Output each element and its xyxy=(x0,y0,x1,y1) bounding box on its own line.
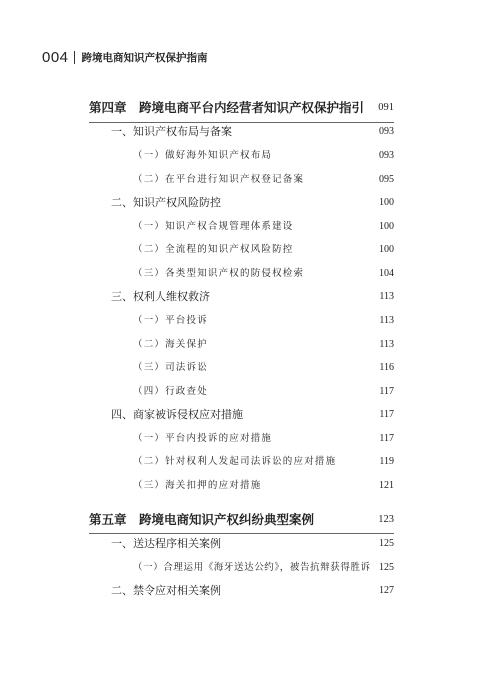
toc-entry-subsection[interactable] xyxy=(0,477,484,495)
toc-entry-page: 117 xyxy=(379,386,394,397)
toc-entry-title: （一）做好海外知识产权布局 xyxy=(133,150,273,161)
toc-entry-subsection[interactable] xyxy=(0,265,484,283)
toc-entry-title: 第四章 跨境电商平台内经营者知识产权保护指引 xyxy=(89,100,365,115)
toc-entry-page: 113 xyxy=(379,339,394,350)
toc-entry-page: 116 xyxy=(379,362,394,373)
toc-entry-title: 二、禁令应对相关案例 xyxy=(111,584,221,597)
toc-entry-page: 125 xyxy=(379,538,394,549)
toc-entry-chapter[interactable] xyxy=(0,99,484,117)
toc-entry-page: 100 xyxy=(379,197,394,208)
toc-entry-section[interactable] xyxy=(0,582,484,600)
toc-entry-title: 二、知识产权风险防控 xyxy=(111,196,221,209)
toc-entry-title: （一）合理运用《海牙送达公约》，被告抗辩获得胜诉 xyxy=(133,562,371,573)
toc-entry-page: 104 xyxy=(379,268,394,279)
toc-entry-page: 100 xyxy=(379,221,394,232)
toc-entry-page: 113 xyxy=(379,315,394,326)
toc-entry-title: （三）海关扣押的应对措施 xyxy=(133,480,262,491)
toc-entry-section[interactable] xyxy=(0,123,484,141)
toc-entry-subsection[interactable] xyxy=(0,171,484,189)
toc-entry-chapter[interactable] xyxy=(0,511,484,529)
toc-entry-subsection[interactable] xyxy=(0,312,484,330)
toc-entry-section[interactable] xyxy=(0,406,484,424)
toc-entry-title: （四）行政查处 xyxy=(133,386,208,397)
toc-entry-page: 123 xyxy=(378,514,394,525)
toc-entry-subsection[interactable] xyxy=(0,336,484,354)
toc-entry-subsection[interactable] xyxy=(0,359,484,377)
toc-entry-page: 117 xyxy=(379,409,394,420)
toc-entry-page: 113 xyxy=(379,291,394,302)
chapter-underline xyxy=(89,533,394,534)
toc-entry-subsection[interactable] xyxy=(0,430,484,448)
toc-entry-title: （二）在平台进行知识产权登记备案 xyxy=(133,174,305,185)
toc-entry-title: 第五章 跨境电商知识产权纠纷典型案例 xyxy=(89,512,315,527)
book-title: 跨境电商知识产权保护指南 xyxy=(81,51,208,64)
toc-entry-title: 一、送达程序相关案例 xyxy=(111,537,221,550)
page-number: 004 xyxy=(42,48,69,66)
toc-entry-page: 091 xyxy=(378,102,394,113)
toc-entry-page: 093 xyxy=(379,126,394,137)
toc-entry-subsection[interactable] xyxy=(0,147,484,165)
toc-entry-page: 095 xyxy=(379,174,394,185)
toc-entry-page: 125 xyxy=(379,562,394,573)
toc-entry-subsection[interactable] xyxy=(0,453,484,471)
toc-entry-title: （二）全流程的知识产权风险防控 xyxy=(133,244,294,255)
toc-entry-title: （二）针对权利人发起司法诉讼的应对措施 xyxy=(133,456,337,467)
toc-entry-title: （一）平台内投诉的应对措施 xyxy=(133,433,273,444)
toc-entry-page: 119 xyxy=(379,456,394,467)
toc-entry-title: 三、权利人维权救济 xyxy=(111,290,210,303)
toc-entry-page: 100 xyxy=(379,244,394,255)
toc-entry-section[interactable] xyxy=(0,194,484,212)
toc-entry-title: 一、知识产权布局与备案 xyxy=(111,125,232,138)
toc-entry-subsection[interactable] xyxy=(0,559,484,577)
toc-entry-title: （二）海关保护 xyxy=(133,339,208,350)
toc-entry-title: 四、商家被诉侵权应对措施 xyxy=(111,408,243,421)
toc-entry-page: 117 xyxy=(379,433,394,444)
toc-entry-section[interactable] xyxy=(0,535,484,553)
toc-entry-subsection[interactable] xyxy=(0,383,484,401)
toc-entry-subsection[interactable] xyxy=(0,241,484,259)
toc-entry-page: 093 xyxy=(379,150,394,161)
toc-entry-title: （三）司法诉讼 xyxy=(133,362,208,373)
toc-entry-subsection[interactable] xyxy=(0,218,484,236)
toc-entry-title: （一）平台投诉 xyxy=(133,315,208,326)
toc-entry-page: 127 xyxy=(379,585,394,596)
toc-entry-title: （一）知识产权合规管理体系建设 xyxy=(133,221,294,232)
toc-entry-section[interactable] xyxy=(0,288,484,306)
toc-entry-title: （三）各类型知识产权的防侵权检索 xyxy=(133,268,305,279)
toc-entry-page: 121 xyxy=(379,480,394,491)
